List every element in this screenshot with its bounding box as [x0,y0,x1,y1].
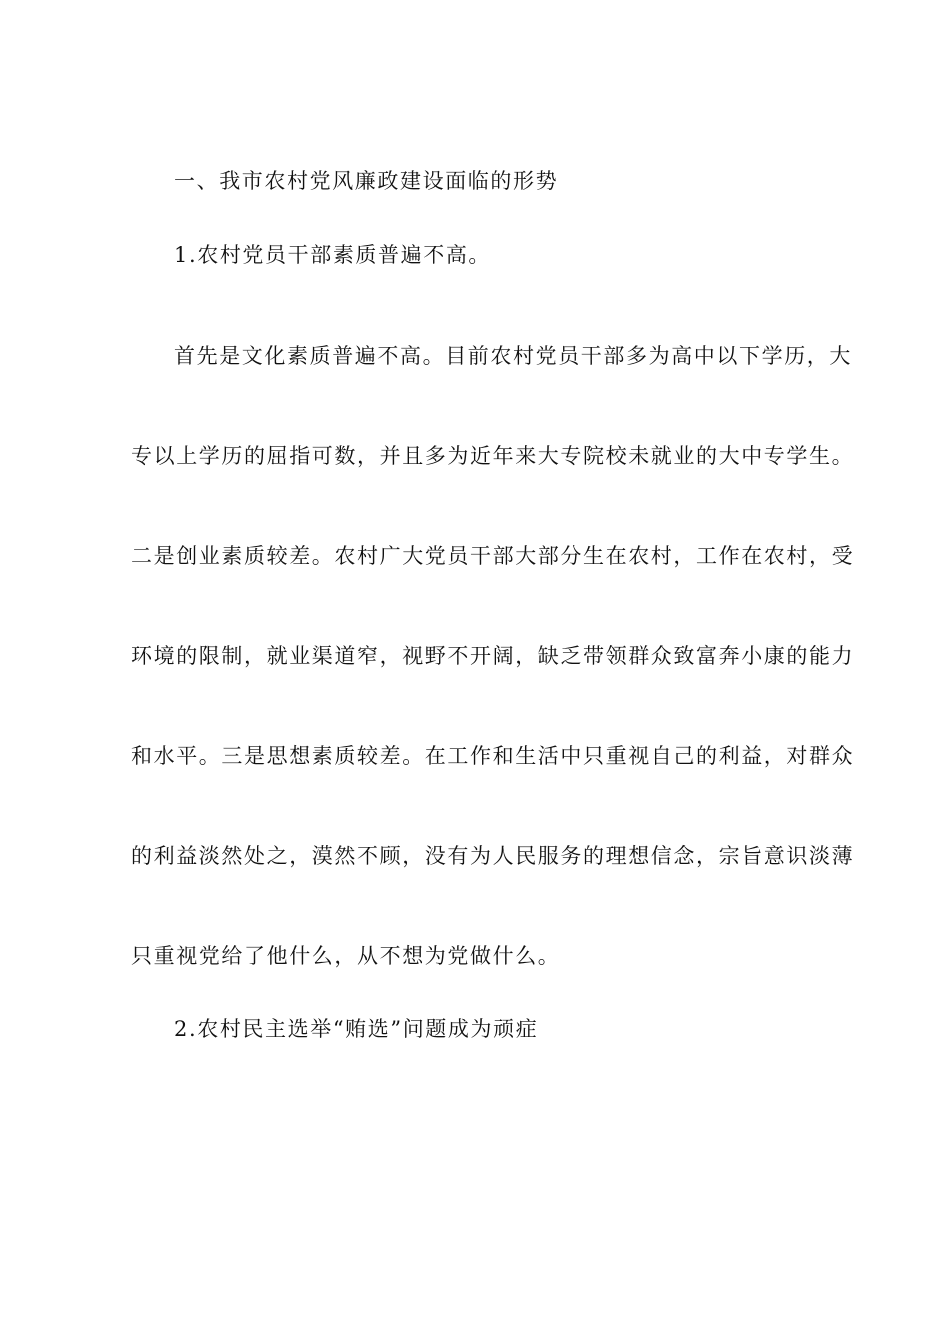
paragraph-line: 只重视党给了他什么，从不想为党做什么。 [131,944,561,968]
paragraph-line: 环境的限制，就业渠道窄，视野不开阔，缺乏带领群众致富奔小康的能力 [131,644,855,668]
paragraph-line: 的利益淡然处之，漠然不顾，没有为人民服务的理想信念，宗旨意识淡薄 [131,844,855,868]
paragraph-line: 二是创业素质较差。农村广大党员干部大部分生在农村，工作在农村，受 [131,544,855,568]
paragraph-line: 首先是文化素质普遍不高。目前农村党员干部多为高中以下学历，大 [174,344,852,368]
subheading-1: 1.农村党员干部素质普遍不高。 [174,243,492,267]
section-heading: 一、我市农村党风廉政建设面临的形势 [174,169,559,193]
paragraph-line: 和水平。三是思想素质较差。在工作和生活中只重视自己的利益，对群众 [131,744,855,768]
subheading-2: 2.农村民主选举“贿选”问题成为顽症 [174,1017,539,1041]
paragraph-line: 专以上学历的屈指可数，并且多为近年来大专院校未就业的大中专学生。 [131,444,855,468]
